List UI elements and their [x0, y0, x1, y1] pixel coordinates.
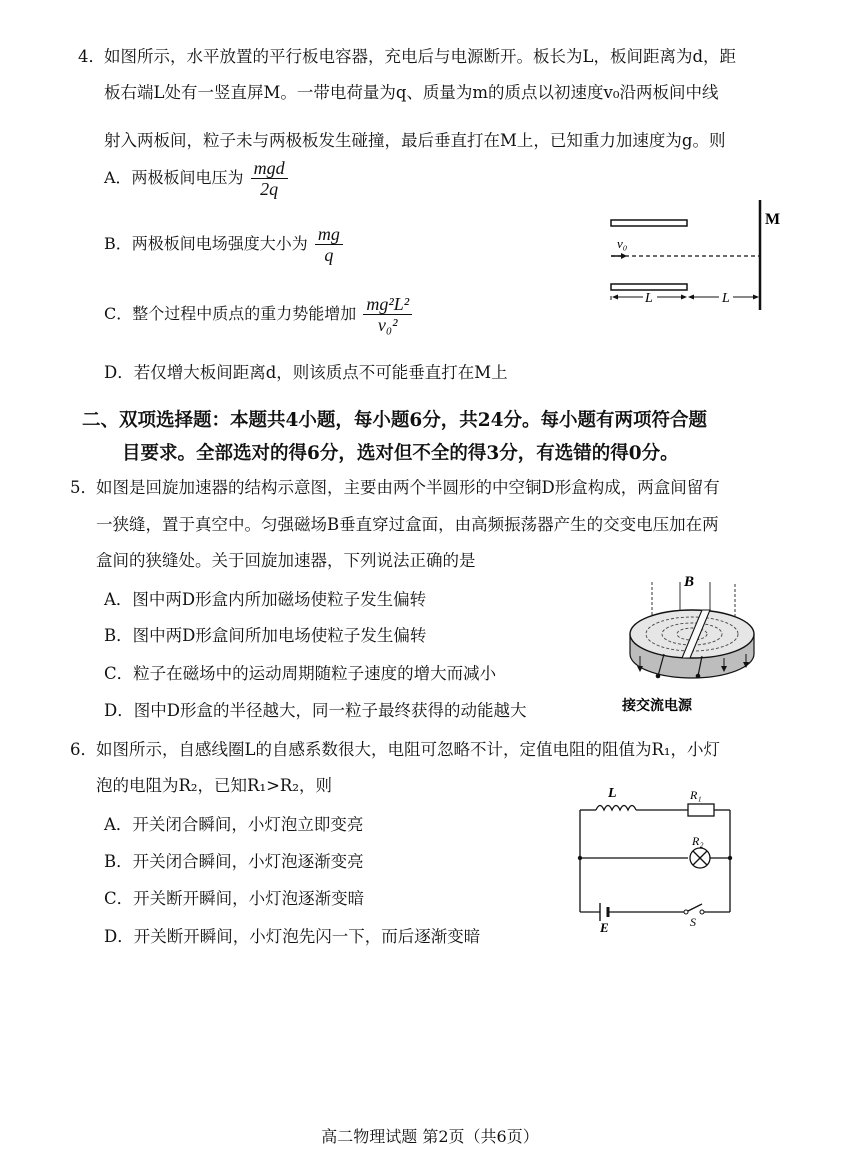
q5-option-a: A．图中两D形盒内所加磁场使粒子发生偏转	[104, 590, 427, 609]
upper-plate	[611, 220, 687, 226]
b-field-label: B	[684, 574, 695, 590]
page-footer: 高二物理试题 第2页（共6页）	[321, 1127, 539, 1146]
q6-option-d: D．开关断开瞬间，小灯泡先闪一下，而后逐渐变暗	[104, 927, 481, 946]
q4-option-c-denominator: v₀²	[377, 315, 398, 335]
lower-plate	[611, 284, 687, 290]
q6-stem-line2: 泡的电阻为R₂，已知R₁>R₂，则	[96, 776, 332, 795]
switch-s	[686, 904, 702, 912]
gap-length-label: L	[722, 291, 730, 306]
q5-option-b: B．图中两D形盒间所加电场使粒子发生偏转	[104, 626, 427, 645]
q4-option-c-fraction	[363, 294, 412, 335]
q4-option-a-fraction	[251, 158, 288, 199]
q5-number: 5．	[70, 478, 97, 497]
q4-capacitor-figure	[605, 200, 790, 315]
q4-option-a-numerator: mgd	[251, 158, 288, 179]
q4-option-a-denominator: 2q	[260, 179, 279, 199]
q5-stem-line2: 一狭缝，置于真空中。匀强磁场B垂直穿过盒面，由高频振荡器产生的交变电压加在两	[96, 515, 719, 534]
v0-label: v₀	[617, 236, 628, 251]
resistor-r1	[688, 804, 714, 816]
section2-heading-line2: 目要求。全部选对的得6分，选对但不全的得3分，有选错的得0分。	[122, 443, 679, 464]
q4-option-c-text: C．整个过程中质点的重力势能增加	[104, 304, 357, 323]
velocity-arrowhead	[621, 253, 627, 259]
q4-option-a	[104, 158, 288, 199]
q5-stem-line1: 如图是回旋加速器的结构示意图，主要由两个半圆形的中空铜D形盒构成，两盒间留有	[96, 478, 720, 497]
plate-length-label: L	[645, 291, 653, 306]
q6-option-b: B．开关闭合瞬间，小灯泡逐渐变亮	[104, 852, 364, 871]
inductor-label: L	[608, 786, 617, 801]
switch-label: S	[690, 915, 696, 929]
q4-stem-line1: 如图所示，水平放置的平行板电容器，充电后与电源断开。板长为L，板间距离为d，距	[104, 47, 737, 66]
section2-heading-line1: 二、双项选择题：本题共4小题，每小题6分，共24分。每小题有两项符合题	[82, 410, 707, 431]
ac-source-caption: 接交流电源	[622, 699, 692, 714]
q6-option-c: C．开关断开瞬间，小灯泡逐渐变暗	[104, 889, 365, 908]
q5-option-c: C．粒子在磁场中的运动周期随粒子速度的增大而减小	[104, 664, 497, 683]
q6-number: 6．	[70, 740, 97, 759]
q5-stem-line3: 盒间的狭缝处。关于回旋加速器，下列说法正确的是	[96, 551, 476, 570]
q6-option-a: A．开关闭合瞬间，小灯泡立即变亮	[104, 815, 364, 834]
q4-stem-line2: 板右端L处有一竖直屏M。一带电荷量为q、质量为m的质点以初速度v₀沿两板间中线	[104, 83, 719, 102]
q4-number: 4．	[78, 47, 105, 66]
r2-label: R₂	[692, 834, 704, 848]
q4-stem-line3: 射入两板间，粒子未与两极板发生碰撞，最后垂直打在M上，已知重力加速度为g。则	[104, 131, 726, 150]
q4-option-b-denominator: q	[324, 245, 334, 265]
inductor-coil	[596, 806, 636, 811]
q4-option-b-text: B．两极板间电场强度大小为	[104, 234, 308, 253]
q4-option-a-text: A．两极板间电压为	[104, 168, 244, 187]
screen-m-label: M	[765, 211, 781, 228]
q4-option-b-numerator: mg	[315, 224, 343, 245]
q4-option-b-fraction	[315, 224, 343, 265]
cyclotron-figure	[620, 572, 770, 722]
r1-label: R₁	[690, 788, 702, 802]
q4-option-c-numerator: mg²L²	[363, 294, 412, 315]
battery-label: E	[600, 920, 609, 932]
q5-option-d: D．图中D形盒的半径越大，同一粒子最终获得的动能越大	[104, 701, 527, 720]
q6-stem-line1: 如图所示，自感线圈L的自感系数很大，电阻可忽略不计，定值电阻的阻值为R₁，小灯	[96, 740, 720, 759]
circuit-figure	[570, 784, 740, 932]
q4-option-c	[104, 294, 412, 335]
q4-option-b	[104, 224, 343, 265]
q4-option-d: D．若仅增大板间距离d，则该质点不可能垂直打在M上	[104, 363, 508, 382]
